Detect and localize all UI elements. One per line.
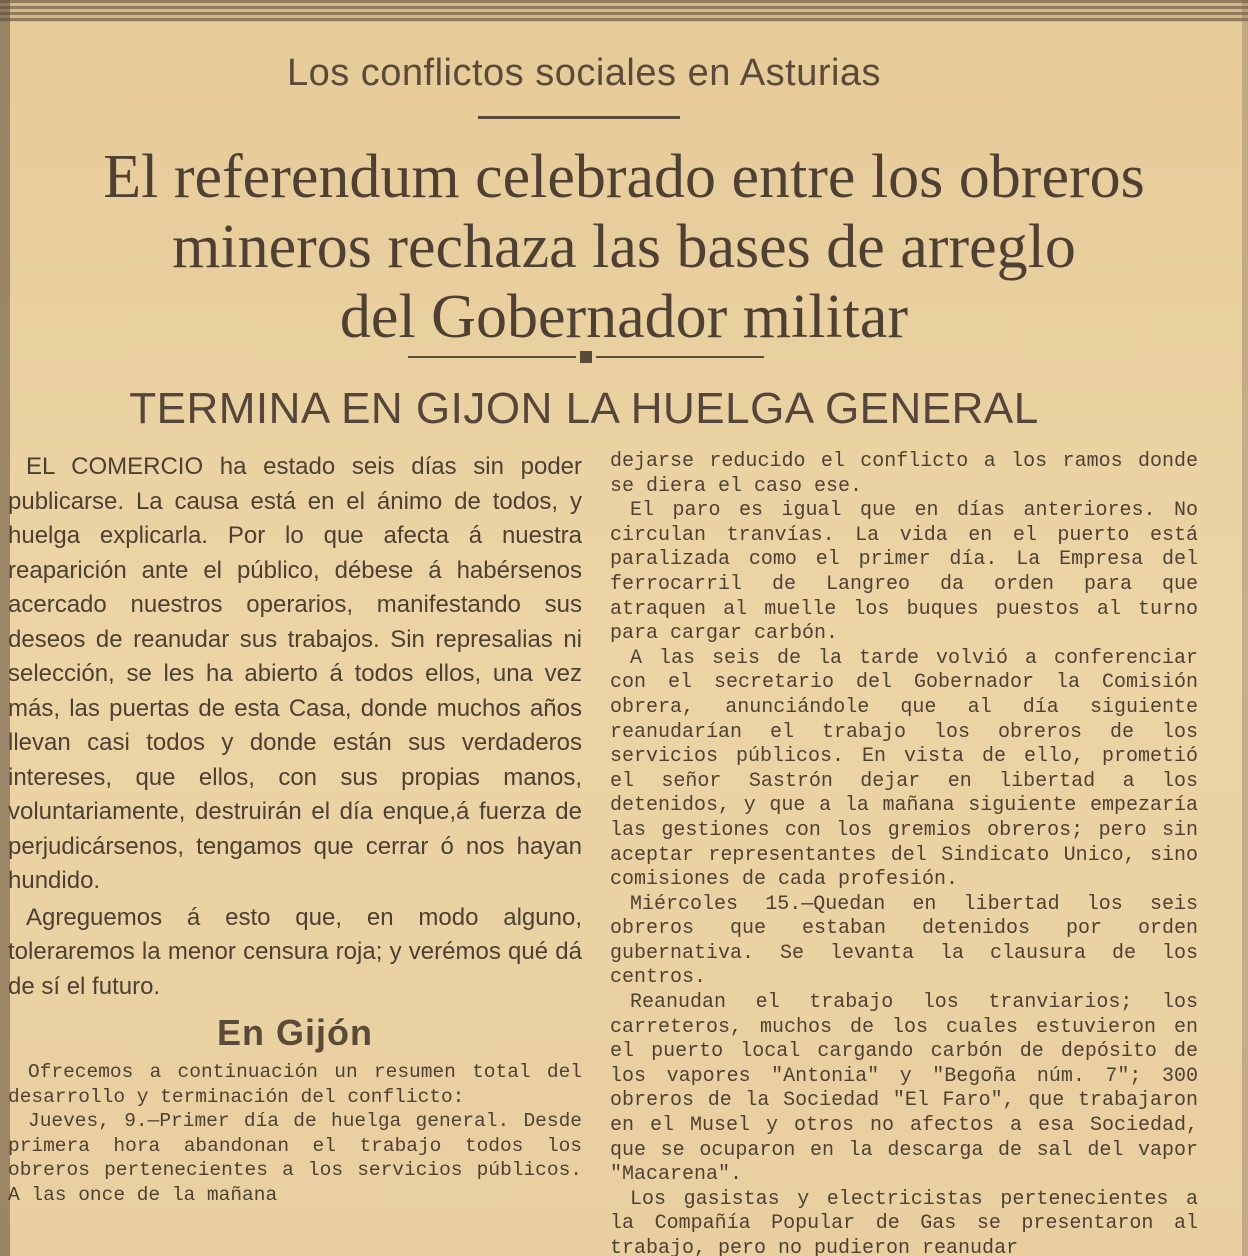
article-paragraph-resume-work: Reanudan el trabajo los tranviarios; los carreteros, muchos de los cuales estuvieron en el puerto local cargando carbón de depósito de los vapores "Antonia" y "Begoña núm. 7"; 300 obreros de la Sociedad "El Faro", que trabajaron en el Musel y otros no afectos a esa Sociedad, que se ocuparon en la descarga de sal del vapor "Macarena".	[610, 991, 1198, 1187]
editorial-paragraph-2: Agreguemos á esto que, en modo alguno, toleraremos la menor censura roja; y verémos qué dá de sí el futuro.	[8, 903, 582, 1000]
headline	[0, 142, 1248, 352]
article-paragraph-continued: dejarse reducido el conflicto a los ramos donde se diera el caso ese.	[610, 450, 1198, 498]
section-heading: En Gijón	[217, 1012, 373, 1053]
headline-line-3: del Gobernador militar	[339, 283, 909, 351]
article-paragraph-thursday: Jueves, 9.—Primer día de huelga general. Desde primera hora abandonan el trabajo todos los obreros pertenecientes a los servicios públicos. A las once de la mañana	[8, 1110, 582, 1206]
column-left	[8, 450, 582, 1256]
ornament-divider	[408, 350, 764, 364]
column-right	[610, 450, 1198, 1256]
article-paragraph-commission: A las seis de la tarde volvió a conferenciar con el secretario del Gobernador la Comisión obrera, anunciándole que al día siguiente reanudarían el trabajo los obreros de los servicios públicos. En vista de ello, prometió el señor Sastrón dejar en libertad a los detenidos, y que a la mañana siguiente empezaría las gestiones con los gremios obreros; pero sin aceptar representantes del Sindicato Unico, sino comisiones de cada profesión.	[610, 646, 1198, 892]
editorial-paragraph-1: EL COMERCIO ha estado seis días sin poder publicarse. La causa está en el ánimo de todos, y huelga explicarla. Por lo que afecta á nuestra reaparición ante el público, débese á habérsenos acercado nuestros operarios, manifestando sus deseos de reanudar sus trabajos. Sin represalias ni selección, se les ha abierto á todos ellos, una vez más, las puertas de esta Casa, donde muchos años llevan casi todos y donde están sus verdaderos intereses, que ellos, con sus propias manos, voluntariamente, destruirán el día enque,á fuerza de perjudicársenos, tengamos que cerrar ó nos hayan hundido.	[8, 453, 582, 894]
article-paragraph-wednesday: Miércoles 15.—Quedan en libertad los seis obreros que estaban detenidos por orden gubernativa. Se levanta la clausura de los centros.	[610, 892, 1198, 990]
article-paragraph-gas-workers: Los gasistas y electricistas pertenecientes a la Compañía Popular de Gas se presentaron al trabajo, pero no pudieron reanudar	[610, 1187, 1198, 1256]
article-paragraph-strike: El paro es igual que en días anteriores. No circulan tranvías. La vida en el puerto está paralizada como el primer día. La Empresa del ferrocarril de Langreo da orden para que atraquen al muelle los buques puestos al turno para cargar carbón.	[610, 499, 1198, 646]
article-paragraph-intro: Ofrecemos a continuación un resumen total del desarrollo y terminación del conflicto:	[8, 1061, 582, 1108]
headline-line-1: El referendum celebrado entre los obreros	[103, 143, 1145, 211]
kicker-rule	[478, 116, 680, 119]
subheadline: TERMINA EN GIJON LA HUELGA GENERAL	[129, 384, 1039, 433]
top-rule	[0, 0, 1248, 22]
kicker: Los conflictos sociales en Asturias	[286, 52, 882, 94]
headline-line-2: mineros rechaza las bases de arreglo	[172, 213, 1076, 281]
